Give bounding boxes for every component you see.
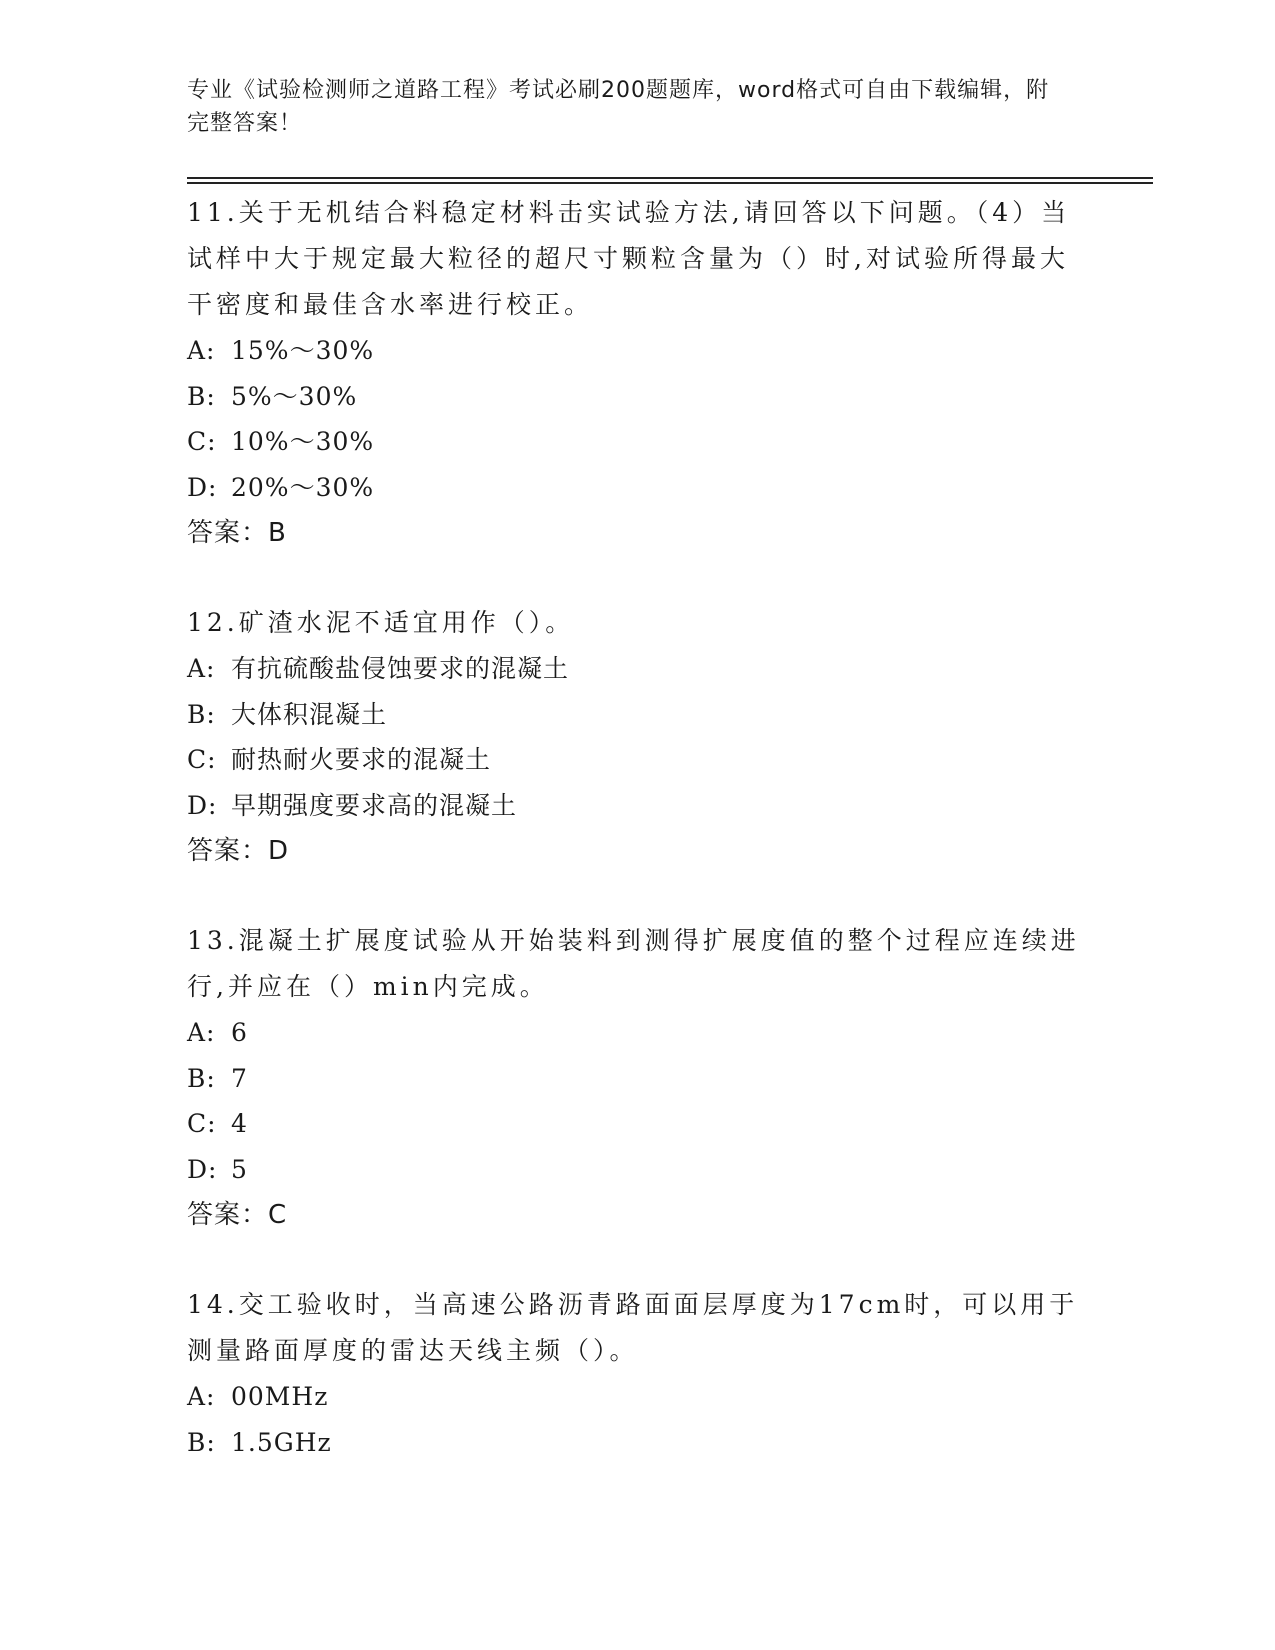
option-d	[187, 465, 1087, 511]
document-header: 专业《试验检测师之道路工程》考试必刷200题题库，word格式可自由下载编辑，附完整答案！	[187, 78, 1050, 136]
header-rule-bottom	[187, 182, 1153, 184]
option-c	[187, 1101, 1087, 1147]
question-13	[187, 918, 1087, 1238]
header-rule-top	[187, 177, 1153, 179]
option-text: 6	[231, 1018, 248, 1047]
option-letter: A:	[187, 1018, 216, 1047]
option-letter: B:	[187, 699, 216, 729]
option-letter: B:	[187, 1063, 216, 1093]
question-12	[187, 600, 1087, 874]
option-letter: A:	[187, 1382, 216, 1411]
answer-line: 答案：B	[187, 518, 287, 548]
option-b	[187, 1420, 1087, 1466]
question-list	[187, 190, 1087, 1465]
option-text: 15%～30%	[231, 336, 375, 365]
question-stem: 14.交工验收时，当高速公路沥青路面面层厚度为17cm时，可以用于测量路面厚度的雷达天线主频（）。	[187, 1290, 1079, 1365]
question-stem: 13.混凝土扩展度试验从开始装料到测得扩展度值的整个过程应连续进行,并应在（）min内完成。	[187, 926, 1080, 1001]
answer-line: 答案：D	[187, 836, 290, 866]
option-text: 早期强度要求高的混凝土	[231, 790, 518, 820]
spacer	[187, 556, 1087, 600]
option-letter: C:	[187, 745, 217, 774]
option-a	[187, 1374, 1087, 1420]
option-text: 耐热耐火要求的混凝土	[231, 745, 492, 774]
option-letter: A:	[187, 336, 216, 365]
option-d	[187, 1147, 1087, 1193]
option-text: 20%～30%	[231, 472, 375, 502]
option-c	[187, 419, 1087, 465]
option-letter: B:	[187, 381, 216, 411]
option-letter: A:	[187, 654, 216, 683]
option-a	[187, 328, 1087, 374]
option-d	[187, 783, 1087, 829]
option-b	[187, 1056, 1087, 1102]
option-letter: B:	[187, 1427, 216, 1457]
option-c	[187, 737, 1087, 783]
option-a	[187, 1010, 1087, 1056]
question-14	[187, 1282, 1087, 1465]
option-text: 有抗硫酸盐侵蚀要求的混凝土	[231, 654, 570, 683]
option-text: 7	[231, 1063, 248, 1093]
option-letter: D:	[187, 472, 218, 502]
question-11	[187, 190, 1087, 556]
option-letter: C:	[187, 427, 217, 456]
option-b	[187, 692, 1087, 738]
option-text: 00MHz	[231, 1382, 329, 1411]
option-text: 大体积混凝土	[231, 699, 388, 729]
option-text: 5	[231, 1154, 248, 1184]
option-text: 4	[231, 1109, 248, 1138]
spacer	[187, 1238, 1087, 1282]
question-stem: 11.关于无机结合料稳定材料击实试验方法,请回答以下问题。（4）当试样中大于规定最大粒径的超尺寸颗粒含量为（）时,对试验所得最大干密度和最佳含水率进行校正。	[187, 198, 1071, 319]
answer-line: 答案：C	[187, 1200, 288, 1230]
option-b	[187, 374, 1087, 420]
spacer	[187, 874, 1087, 918]
option-a	[187, 646, 1087, 692]
option-letter: C:	[187, 1109, 217, 1138]
option-text: 10%～30%	[231, 427, 375, 456]
option-letter: D:	[187, 790, 218, 820]
option-text: 5%～30%	[231, 381, 358, 411]
question-stem: 12.矿渣水泥不适宜用作（）。	[187, 608, 575, 637]
option-text: 1.5GHz	[231, 1427, 332, 1457]
option-letter: D:	[187, 1154, 218, 1184]
